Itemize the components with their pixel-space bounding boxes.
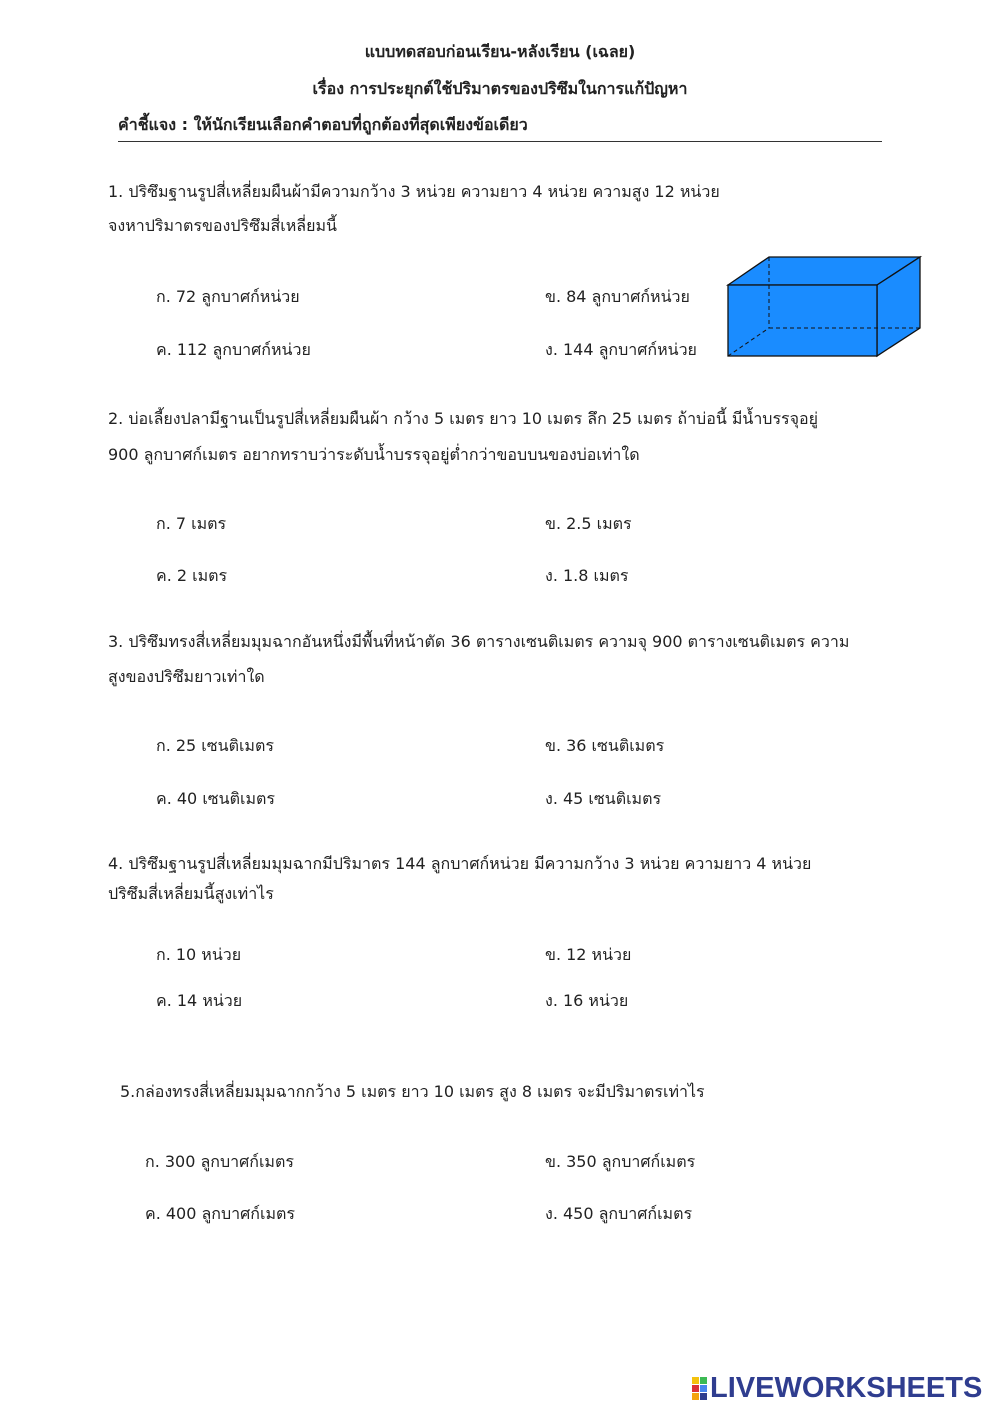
rectangular-prism-icon: [724, 254, 924, 360]
question-2-choice-b[interactable]: ข. 2.5 เมตร: [545, 514, 632, 533]
question-3-choice-c[interactable]: ค. 40 เซนติเมตร: [156, 789, 275, 808]
question-1-line-2: จงหาปริมาตรของปริซึมสี่เหลี่ยมนี้: [108, 216, 337, 235]
question-3-line-1: 3. ปริซึมทรงสี่เหลี่ยมมุมฉากอันหนึ่งมีพื้นที่หน้าตัด 36 ตารางเซนติเมตร ความจุ 900 ตารางเซนติเมตร ความ: [108, 632, 850, 651]
prism-front-face: [728, 285, 877, 356]
question-5-choice-a[interactable]: ก. 300 ลูกบาศก์เมตร: [145, 1152, 294, 1171]
question-4-line-2: ปริซึมสี่เหลี่ยมนี้สูงเท่าไร: [108, 884, 274, 903]
header-divider: [118, 141, 882, 142]
question-4-choice-b[interactable]: ข. 12 หน่วย: [545, 945, 632, 964]
question-1-choice-c[interactable]: ค. 112 ลูกบาศก์หน่วย: [156, 340, 311, 359]
question-1-choice-a[interactable]: ก. 72 ลูกบาศก์หน่วย: [156, 287, 300, 306]
question-5-choice-d[interactable]: ง. 450 ลูกบาศก์เมตร: [545, 1204, 693, 1223]
question-2-line-2: 900 ลูกบาศก์เมตร อยากทราบว่าระดับน้ำบรรจุอยู่ต่ำกว่าขอบบนของบ่อเท่าใด: [108, 445, 640, 464]
question-5-choice-c[interactable]: ค. 400 ลูกบาศก์เมตร: [145, 1204, 295, 1223]
question-4-choice-d[interactable]: ง. 16 หน่วย: [545, 991, 629, 1010]
question-3-line-2: สูงของปริซึมยาวเท่าใด: [108, 667, 265, 686]
instructions: คำชี้แจง : ให้นักเรียนเลือกคำตอบที่ถูกต้องที่สุดเพียงข้อเดียว: [118, 115, 528, 134]
question-3-choice-d[interactable]: ง. 45 เซนติเมตร: [545, 789, 662, 808]
question-1-choice-b[interactable]: ข. 84 ลูกบาศก์หน่วย: [545, 287, 690, 306]
worksheet-title: แบบทดสอบก่อนเรียน-หลังเรียน (เฉลย): [364, 42, 636, 61]
question-1-choice-d[interactable]: ง. 144 ลูกบาศก์หน่วย: [545, 340, 697, 359]
question-5-choice-b[interactable]: ข. 350 ลูกบาศก์เมตร: [545, 1152, 696, 1171]
liveworksheets-logo[interactable]: [692, 1373, 982, 1403]
question-4-choice-a[interactable]: ก. 10 หน่วย: [156, 945, 242, 964]
worksheet-subject: เรื่อง การประยุกต์ใช้ปริมาตรของปริซึมในการแก้ปัญหา: [312, 79, 688, 98]
question-2-choice-a[interactable]: ก. 7 เมตร: [156, 514, 227, 533]
liveworksheets-logo-icon: [692, 1377, 707, 1400]
liveworksheets-logo-text: LIVEWORKSHEETS: [710, 1371, 983, 1404]
question-4-choice-c[interactable]: ค. 14 หน่วย: [156, 991, 243, 1010]
question-5-line-1: 5.กล่องทรงสี่เหลี่ยมมุมฉากกว้าง 5 เมตร ยาว 10 เมตร สูง 8 เมตร จะมีปริมาตรเท่าไร: [120, 1082, 705, 1101]
question-3-choice-a[interactable]: ก. 25 เซนติเมตร: [156, 736, 274, 755]
question-2-choice-c[interactable]: ค. 2 เมตร: [156, 566, 228, 585]
question-2-line-1: 2. บ่อเลี้ยงปลามีฐานเป็นรูปสี่เหลี่ยมผืนผ้า กว้าง 5 เมตร ยาว 10 เมตร ลึก 25 เมตร ถ้าบ่อนี้ มีน้ำบรรจุอยู่: [108, 409, 819, 428]
question-2-choice-d[interactable]: ง. 1.8 เมตร: [545, 566, 629, 585]
question-3-choice-b[interactable]: ข. 36 เซนติเมตร: [545, 736, 665, 755]
question-1-line-1: 1. ปริซึมฐานรูปสี่เหลี่ยมผืนผ้ามีความกว้าง 3 หน่วย ความยาว 4 หน่วย ความสูง 12 หน่วย: [108, 182, 720, 201]
question-4-line-1: 4. ปริซึมฐานรูปสี่เหลี่ยมมุมฉากมีปริมาตร 144 ลูกบาศก์หน่วย มีความกว้าง 3 หน่วย ความยาว 4 หน่วย: [108, 854, 812, 873]
